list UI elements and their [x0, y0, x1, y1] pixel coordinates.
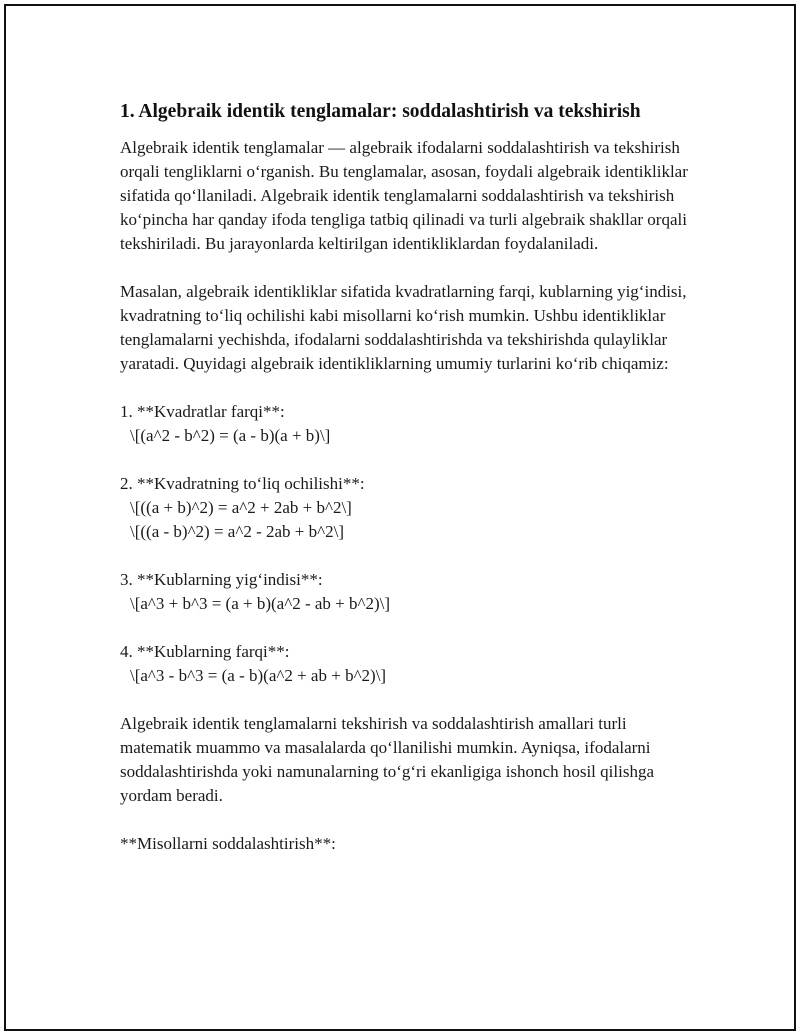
- identity-heading: 1. **Kvadratlar farqi**:: [120, 402, 285, 421]
- spacer: [120, 616, 700, 640]
- identity-formula: \[(a^2 - b^2) = (a - b)(a + b)\]: [130, 426, 331, 445]
- identity-heading: 3. **Kublarning yig‘indisi**:: [120, 570, 323, 589]
- spacer: [120, 544, 700, 568]
- identity-formula: \[a^3 + b^3 = (a + b)(a^2 - ab + b^2)\]: [130, 594, 391, 613]
- examples-paragraph: Masalan, algebraik identikliklar sifatida kvadratlarning farqi, kublarning yig‘indisi, kvadratning to‘liq ochilishi kabi misollarni ko‘rish mumkin. Ushbu identikliklar tenglamalarni yechishda, ifodalarni soddalashtirishda va tekshirishda qulayliklar yaratadi. Quyidagi algebraik identikliklarning umumiy turlarini ko‘rib chiqamiz:: [120, 282, 687, 373]
- spacer: [120, 376, 700, 400]
- closing-paragraph: Algebraik identik tenglamalarni tekshirish va soddalashtirish amallari turli matematik muammo va masalalarda qo‘llanilishi mumkin. Ayniqsa, ifodalarni soddalashtirishda yoki namunalarning to‘g‘ri ekanligiga ishonch hosil qilishga yordam beradi.: [120, 714, 654, 805]
- document-title: 1. Algebraik identik tenglamalar: soddalashtirish va tekshirish: [120, 101, 641, 122]
- spacer: [120, 688, 700, 712]
- identity-formula: \[((a - b)^2) = a^2 - 2ab + b^2\]: [130, 522, 344, 541]
- identity-formula: \[((a + b)^2) = a^2 + 2ab + b^2\]: [130, 498, 352, 517]
- spacer: [120, 256, 700, 280]
- intro-paragraph: Algebraik identik tenglamalar — algebraik ifodalarni soddalashtirish va tekshirish orqali tengliklarni o‘rganish. Bu tenglamalar, asosan, foydali algebraik identikliklar sifatida qo‘llaniladi. Algebraik identik tenglamalarni soddalashtirish va tekshirish ko‘pincha har qanday ifoda tengliga tatbiq qilinadi va turli algebraik shakllar orqali tekshiriladi. Bu jarayonlarda keltirilgan identikliklardan foydalaniladi.: [120, 138, 688, 253]
- page-frame: [4, 4, 796, 1031]
- document-content: [120, 98, 700, 856]
- spacer: [120, 808, 700, 832]
- identity-item: [120, 640, 700, 688]
- identity-item: [120, 472, 700, 544]
- spacer: [120, 448, 700, 472]
- identity-formula: \[a^3 - b^3 = (a - b)(a^2 + ab + b^2)\]: [130, 666, 387, 685]
- identity-heading: 4. **Kublarning farqi**:: [120, 642, 290, 661]
- identity-heading: 2. **Kvadratning to‘liq ochilishi**:: [120, 474, 365, 493]
- identity-item: [120, 400, 700, 448]
- final-heading: **Misollarni soddalashtirish**:: [120, 834, 336, 853]
- identity-item: [120, 568, 700, 616]
